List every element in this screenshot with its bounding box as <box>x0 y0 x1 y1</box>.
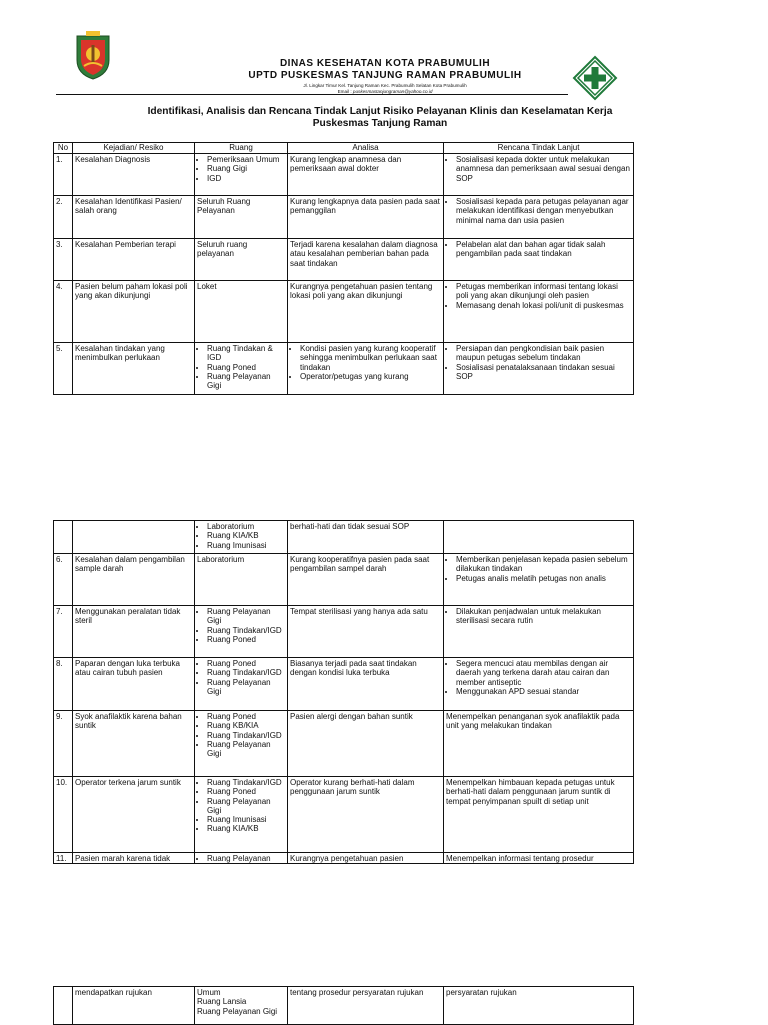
room-cell <box>195 154 288 196</box>
room-cell <box>195 711 288 777</box>
list-item: • Laboratorium <box>207 522 285 531</box>
room-cell <box>195 777 288 853</box>
list-item: • Sosialisasi kepada para petugas pelayanan agar melakukan identifikasi dengan menyebutkan minimal nama dan usia pasien <box>456 197 631 225</box>
list-item: • Ruang Gigi <box>207 164 285 173</box>
cell-text: Seluruh Ruang Pelayanan <box>197 197 251 216</box>
row-number: 6. <box>54 554 73 606</box>
table-row <box>54 987 634 1025</box>
list-item: • IGD <box>207 174 285 183</box>
room-cell <box>195 521 288 554</box>
list-item: • Segera mencuci atau membilas dengan air daerah yang terkena darah atau cairan dan member antiseptic <box>456 659 631 687</box>
cell-text: Ruang Lansia <box>197 997 247 1007</box>
room-cell <box>195 987 288 1025</box>
cell-text: Kurangnya pengetahuan pasien tentang lokasi poli yang akan dikunjungi <box>290 282 433 301</box>
list-item: • Operator/petugas yang kurang <box>300 372 441 381</box>
rtl-list <box>446 344 631 381</box>
risk-table-page-1 <box>53 142 634 395</box>
list-item: • Ruang KIA/KB <box>207 531 285 540</box>
document-title: Identifikasi, Analisis dan Rencana Tindak Lanjut Risiko Pelayanan Klinis dan Keselamatan Kerja <box>147 106 613 117</box>
follow-up-plan-cell <box>444 521 634 554</box>
row-number: 5. <box>54 343 73 395</box>
row-number: 10. <box>54 777 73 853</box>
risk-event: Menggunakan peralatan tidak steril <box>73 606 195 658</box>
cell-text: Loket <box>197 282 217 291</box>
list-item: • Dilakukan penjadwalan untuk melakukan sterilisasi secara rutin <box>456 607 631 626</box>
column-header-no: No <box>54 143 73 154</box>
row-number <box>54 521 73 554</box>
ruang-list <box>197 522 285 550</box>
table-header-row <box>54 143 634 154</box>
list-item: • Ruang KIA/KB <box>207 824 285 833</box>
risk-event: Kesalahan dalam pengambilan sample darah <box>73 554 195 606</box>
list-item: • Ruang Imunisasi <box>207 541 285 550</box>
cell-text: Laboratorium <box>197 555 245 564</box>
header-email: puskesmastanjungraman@yahoo.co.id <box>352 89 433 94</box>
cell-text: Terjadi karena kesalahan dalam diagnosa atau kesalahan pemberian bahan pada saat tindakan <box>290 240 438 268</box>
room-cell <box>195 606 288 658</box>
list-item: • Sosialisasi kepada dokter untuk melakukan anamnesa dan pemeriksaan awal sesuai dengan SOP <box>456 155 631 183</box>
list-item: • Ruang Poned <box>207 787 285 796</box>
analysis-cell <box>288 239 444 281</box>
risk-event: Syok anafilaktik karena bahan suntik <box>73 711 195 777</box>
ruang-list <box>197 778 285 834</box>
list-item: • Ruang Tindakan/IGD <box>207 668 285 677</box>
cell-text: Menempelkan informasi tentang prosedur <box>446 854 594 863</box>
list-item: • Ruang Tindakan & IGD <box>207 344 285 363</box>
follow-up-plan-cell <box>444 281 634 343</box>
list-item: • Ruang KB/KIA <box>207 721 285 730</box>
header-address: Jl. Lingkar Timur Kel. Tanjung Raman Kec. Prabumulih Selatan Kota Prabumulih <box>303 83 467 88</box>
list-item: • Ruang Poned <box>207 712 285 721</box>
risk-table-page-3 <box>53 986 634 1025</box>
ruang-list <box>197 854 285 863</box>
list-item: • Ruang Tindakan/IGD <box>207 778 285 787</box>
list-item: • Persiapan dan pengkondisian baik pasien maupun petugas sebelum tindakan <box>456 344 631 363</box>
risk-event: Kesalahan Diagnosis <box>73 154 195 196</box>
risk-event: Operator terkena jarum suntik <box>73 777 195 853</box>
cell-text: Kurangnya pengetahuan pasien <box>290 854 404 863</box>
ruang-list <box>197 155 285 183</box>
list-item: • Ruang Poned <box>207 363 285 372</box>
table-row <box>54 154 634 196</box>
row-number: 2. <box>54 196 73 239</box>
header-divider <box>56 94 568 95</box>
list-item: • Kondisi pasien yang kurang kooperatif sehingga menimbulkan perlukaan saat tindakan <box>300 344 441 372</box>
room-cell <box>195 554 288 606</box>
room-cell <box>195 281 288 343</box>
list-item: • Ruang Poned <box>207 635 285 644</box>
row-number: 7. <box>54 606 73 658</box>
rtl-list <box>446 607 631 626</box>
list-item: • Petugas analis melatih petugas non analis <box>456 574 631 583</box>
cell-text: berhati-hati dan tidak sesuai SOP <box>290 522 410 531</box>
risk-table-page-2 <box>53 520 634 864</box>
list-item: • Ruang Pelayanan Gigi <box>207 740 285 759</box>
analysis-cell <box>288 658 444 711</box>
room-cell <box>195 196 288 239</box>
analysis-cell <box>288 196 444 239</box>
row-number: 9. <box>54 711 73 777</box>
rtl-list <box>446 555 631 583</box>
list-item: • Ruang Poned <box>207 659 285 668</box>
ruang-list <box>197 712 285 758</box>
column-header-analisa: Analisa <box>288 143 444 154</box>
follow-up-plan-cell <box>444 853 634 864</box>
cell-text: tentang prosedur persyaratan rujukan <box>290 988 424 997</box>
follow-up-plan-cell <box>444 554 634 606</box>
cell-text: Ruang Pelayanan Gigi <box>197 1006 278 1016</box>
table-row <box>54 521 634 554</box>
table-row <box>54 606 634 658</box>
analysis-cell <box>288 554 444 606</box>
analysis-cell <box>288 154 444 196</box>
list-item: • Memberikan penjelasan kepada pasien sebelum dilakukan tindakan <box>456 555 631 574</box>
list-item: • Memasang denah lokasi poli/unit di puskesmas <box>456 301 631 310</box>
rtl-list <box>446 659 631 696</box>
list-item: • Sosialisasi penatalaksanaan tindakan sesuai SOP <box>456 363 631 382</box>
table-row <box>54 239 634 281</box>
analysis-cell <box>288 853 444 864</box>
follow-up-plan-cell <box>444 658 634 711</box>
table-row <box>54 554 634 606</box>
follow-up-plan-cell <box>444 777 634 853</box>
table-row <box>54 853 634 864</box>
list-item: • Petugas memberikan informasi tentang lokasi poli yang akan dikunjungi oleh pasien <box>456 282 631 301</box>
rtl-list <box>446 282 631 310</box>
header-email-label: Email : <box>337 89 352 94</box>
list-item: • Ruang Imunisasi <box>207 815 285 824</box>
room-cell <box>195 239 288 281</box>
row-number: 8. <box>54 658 73 711</box>
risk-event <box>73 521 195 554</box>
cell-text: Kurang kooperatifnya pasien pada saat pengambilan sampel darah <box>290 555 430 574</box>
ruang-list <box>197 344 285 390</box>
risk-event: mendapatkan rujukan <box>73 987 195 1025</box>
rtl-list <box>446 155 631 183</box>
row-number: 4. <box>54 281 73 343</box>
cell-text: persyaratan rujukan <box>446 988 517 997</box>
risk-event: Pasien belum paham lokasi poli yang akan dikunjungi <box>73 281 195 343</box>
table-row <box>54 658 634 711</box>
cell-text: Kurang lengkapnya data pasien pada saat pemanggilan <box>290 197 440 216</box>
list-item: • Ruang Pelayanan <box>207 854 285 863</box>
row-number: 3. <box>54 239 73 281</box>
follow-up-plan-cell <box>444 239 634 281</box>
row-number <box>54 987 73 1025</box>
cell-text: Operator kurang berhati-hati dalam penggunaan jarum suntik <box>290 778 415 797</box>
row-number: 1. <box>54 154 73 196</box>
list-item: • Ruang Pelayanan Gigi <box>207 678 285 697</box>
column-header-ruang: Ruang <box>195 143 288 154</box>
column-header-kejadian: Kejadian/ Resiko <box>73 143 195 154</box>
analysis-cell <box>288 343 444 395</box>
list-item: • Pelabelan alat dan bahan agar tidak salah pengambilan pada saat tindakan <box>456 240 631 259</box>
table-row <box>54 281 634 343</box>
table-row <box>54 711 634 777</box>
cell-text: Menempelkan himbauan kepada petugas untuk berhati-hati dalam penggunaan jarum suntik di tempat penyimpanan spuilt di setiap unit <box>446 778 615 806</box>
table-row <box>54 343 634 395</box>
follow-up-plan-cell <box>444 343 634 395</box>
cell-text: Pasien alergi dengan bahan suntik <box>290 712 413 721</box>
analysis-cell <box>288 777 444 853</box>
table-row <box>54 196 634 239</box>
follow-up-plan-cell <box>444 154 634 196</box>
cell-text: Tempat sterilisasi yang hanya ada satu <box>290 607 428 616</box>
room-cell <box>195 853 288 864</box>
puskesmas-logo <box>572 55 618 101</box>
list-item: • Menggunakan APD sesuai standar <box>456 687 631 696</box>
cell-text: Kurang lengkap anamnesa dan pemeriksaan awal dokter <box>290 155 402 174</box>
list-item: • Ruang Tindakan/IGD <box>207 626 285 635</box>
header-agency: DINAS KESEHATAN KOTA PRABUMULIH <box>279 58 491 69</box>
risk-event: Kesalahan Identifikasi Pasien/ salah orang <box>73 196 195 239</box>
list-item: • Ruang Pelayanan Gigi <box>207 372 285 391</box>
follow-up-plan-cell <box>444 987 634 1025</box>
ruang-list <box>197 659 285 696</box>
risk-event: Kesalahan tindakan yang menimbulkan perlukaan <box>73 343 195 395</box>
risk-event: Paparan dengan luka terbuka atau cairan tubuh pasien <box>73 658 195 711</box>
header-unit: UPTD PUSKESMAS TANJUNG RAMAN PRABUMULIH <box>248 70 522 81</box>
analysis-cell <box>288 711 444 777</box>
cell-text: Biasanya terjadi pada saat tindakan dengan kondisi luka terbuka <box>290 659 417 678</box>
analisa-list <box>290 344 441 381</box>
analysis-cell <box>288 606 444 658</box>
list-item: • Ruang Pelayanan Gigi <box>207 607 285 626</box>
column-header-rencana: Rencana Tindak Lanjut <box>444 143 634 154</box>
list-item: • Ruang Tindakan/IGD <box>207 731 285 740</box>
follow-up-plan-cell <box>444 711 634 777</box>
cell-text: Umum <box>197 988 221 997</box>
risk-event: Kesalahan Pemberian terapi <box>73 239 195 281</box>
analysis-cell <box>288 281 444 343</box>
risk-event: Pasien marah karena tidak <box>73 853 195 864</box>
table-row <box>54 777 634 853</box>
analysis-cell <box>288 521 444 554</box>
rtl-list <box>446 197 631 225</box>
row-number: 11. <box>54 853 73 864</box>
list-item: • Ruang Pelayanan Gigi <box>207 797 285 816</box>
follow-up-plan-cell <box>444 196 634 239</box>
cell-text: Seluruh ruang pelayanan <box>197 240 248 259</box>
rtl-list <box>446 240 631 259</box>
list-item: • Pemeriksaan Umum <box>207 155 285 164</box>
document-subtitle: Puskesmas Tanjung Raman <box>312 118 448 129</box>
room-cell <box>195 343 288 395</box>
follow-up-plan-cell <box>444 606 634 658</box>
room-cell <box>195 658 288 711</box>
ruang-list <box>197 607 285 644</box>
analysis-cell <box>288 987 444 1025</box>
cell-text: Menempelkan penanganan syok anafilaktik pada unit yang melakukan tindakan <box>446 712 620 731</box>
city-crest-logo <box>74 30 112 80</box>
